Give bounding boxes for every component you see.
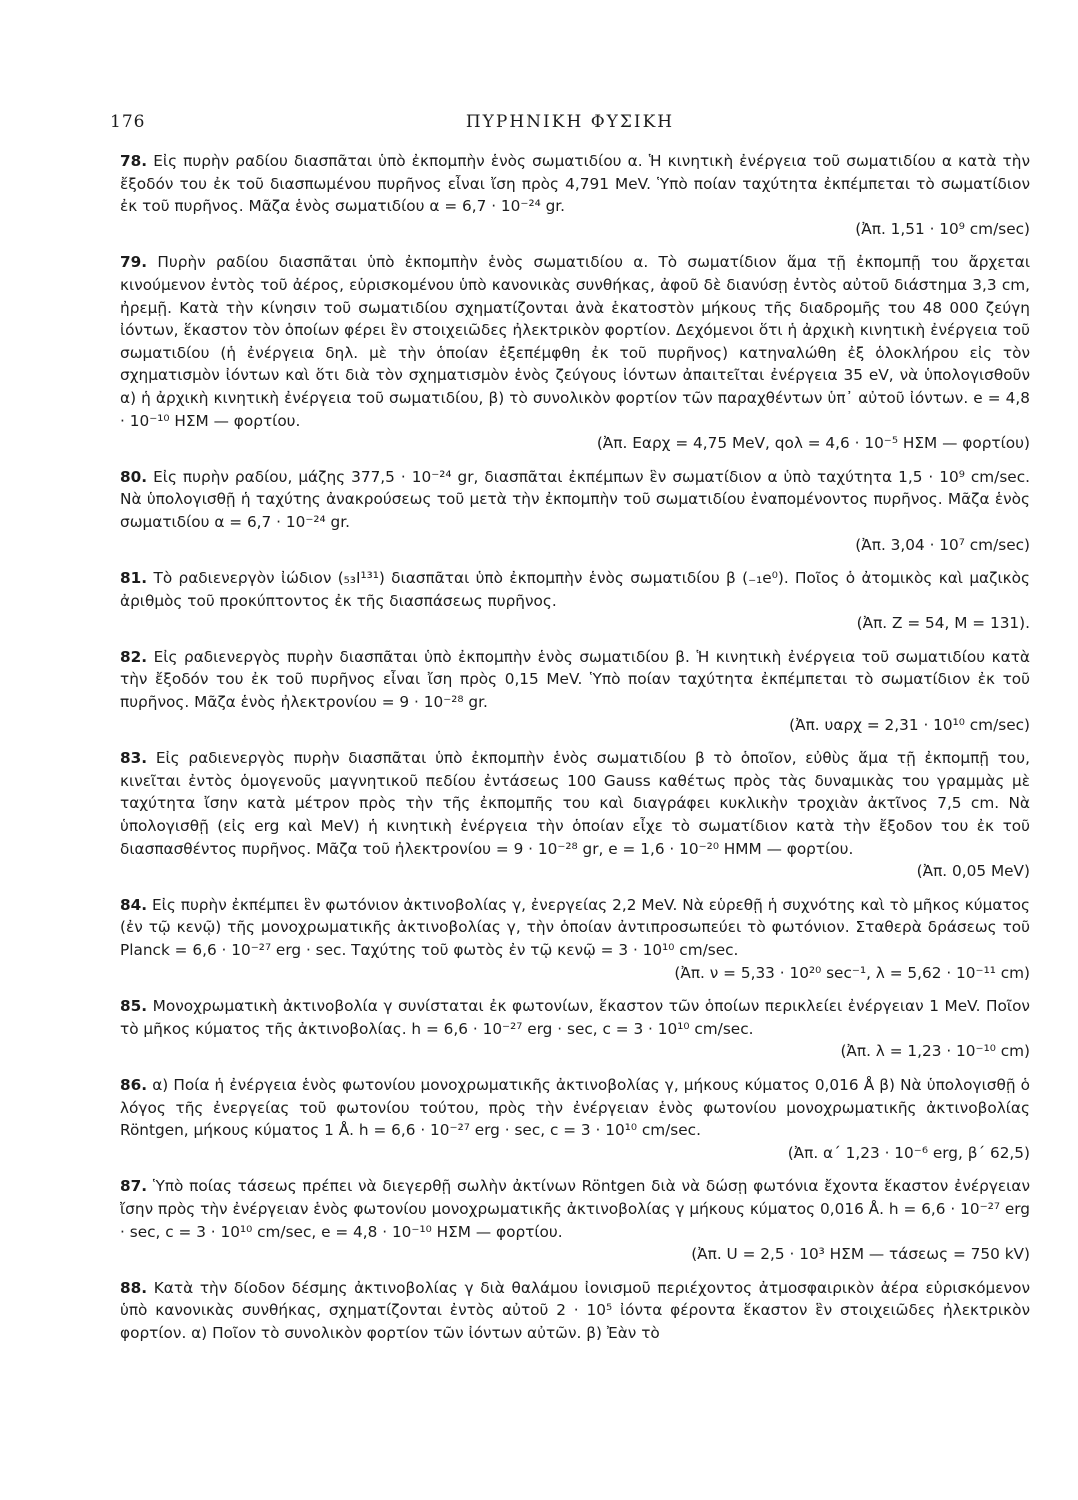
problem-number: 79. bbox=[120, 253, 148, 272]
problem-text: Τὸ ραδιενεργὸν ἰώδιον (₅₃I¹³¹) διασπᾶται ὑπὸ ἐκπομπὴν ἑνὸς σωματιδίου β (₋₁e⁰). Ποῖος ὁ ἀτομικὸς καὶ μαζικὸς ἀριθμὸς τοῦ προκύπτοντος ἐκ τῆς διασπάσεως πυρῆνος. bbox=[120, 569, 1030, 610]
problem-number: 87. bbox=[120, 1177, 148, 1196]
problem-text: Μονοχρωματικὴ ἀκτινοβολία γ συνίσταται ἐκ φωτονίων, ἕκαστον τῶν ὁποίων περικλείει ἐνέργειαν 1 MeV. Ποῖον τὸ μῆκος κύματος τῆς ἀκτινοβολίας. h = 6,6 · 10⁻²⁷ erg · sec, c = 3 · 10¹⁰ cm/sec. bbox=[120, 997, 1030, 1038]
problem-number: 83. bbox=[120, 749, 148, 768]
problem-answer: (Ἀπ. ν = 5,33 · 10²⁰ sec⁻¹, λ = 5,62 · 10⁻¹¹ cm) bbox=[674, 963, 1030, 982]
problem-answer: (Ἀπ. υαρχ = 2,31 · 10¹⁰ cm/sec) bbox=[789, 715, 1030, 734]
problem-answer: (Ἀπ. U = 2,5 · 10³ ΗΣΜ — τάσεως = 750 kV) bbox=[691, 1245, 1030, 1264]
problem-text: Εἰς πυρὴν ραδίου διασπᾶται ὑπὸ ἐκπομπὴν ἑνὸς σωματιδίου α. Ἡ κινητικὴ ἐνέργεια τοῦ σωματιδίου α κατὰ τὴν ἔξοδόν του ἐκ τοῦ διασπωμένου πυρῆνος εἶναι ἴση πρὸς 4,791 MeV. Ὑπὸ ποίαν ταχύτητα ἐκπέμπεται τὸ σωματίδιον ἐκ τοῦ πυρῆνος. Μᾶζα ἑνὸς σωματιδίου α = 6,7 · 10⁻²⁴ gr. bbox=[120, 152, 1030, 216]
problem-text: Εἰς πυρὴν ἐκπέμπει ἓν φωτόνιον ἀκτινοβολίας γ, ἐνεργείας 2,2 MeV. Νὰ εὑρεθῇ ἡ συχνότης καὶ τὸ μῆκος κύματος (ἐν τῷ κενῷ) τῆς μονοχρωματικῆς ἀκτινοβολίας γ, τὴν ὁποίαν ἀντιπροσωπεύει τὸ φωτόνιον. Σταθερὰ δράσεως τοῦ Planck = 6,6 · 10⁻²⁷ erg · sec. Ταχύτης τοῦ φωτὸς ἐν τῷ κενῷ = 3 · 10¹⁰ cm/sec. bbox=[120, 895, 1030, 959]
problem-80 bbox=[120, 466, 1030, 556]
problem-number: 88. bbox=[120, 1278, 148, 1297]
problem-answer: (Ἀπ. Z = 54, M = 131). bbox=[856, 614, 1030, 633]
problem-number: 80. bbox=[120, 467, 148, 486]
problem-81 bbox=[120, 567, 1030, 635]
problem-text: α) Ποία ἡ ἐνέργεια ἑνὸς φωτονίου μονοχρωματικῆς ἀκτινοβολίας γ, μήκους κύματος 0,016 Å β) Νὰ ὑπολογισθῇ ὁ λόγος τῆς ἐνεργείας τοῦ φωτονίου τούτου, πρὸς τὴν ἐνέργειαν ἑνὸς φωτονίου μονοχρωματικῆς ἀκτινοβολίας Röntgen, μήκους κύματος 1 Å. h = 6,6 · 10⁻²⁷ erg · sec, c = 3 · 10¹⁰ cm/sec. bbox=[120, 1075, 1030, 1140]
problem-number: 85. bbox=[120, 997, 148, 1016]
problem-list bbox=[120, 150, 1030, 1356]
problem-text: Ὑπὸ ποίας τάσεως πρέπει νὰ διεγερθῇ σωλὴν ἀκτίνων Röntgen διὰ νὰ δώσῃ φωτόνια ἔχοντα ἕκαστον ἐνέργειαν ἴσην πρὸς τὴν ἐνέργειαν ἑνὸς φωτονίου μονοχρωματικῆς ἀκτινοβολίας γ μήκους κύματος 0,016 Å. h = 6,6 · 10⁻²⁷ erg · sec, c = 3 · 10¹⁰ cm/sec, e = 4,8 · 10⁻¹⁰ ΗΣΜ — φορτίου. bbox=[120, 1177, 1030, 1241]
problem-answer: (Ἀπ. 0,05 MeV) bbox=[916, 862, 1030, 881]
problem-text: Εἰς πυρὴν ραδίου, μάζης 377,5 · 10⁻²⁴ gr, διασπᾶται ἐκπέμπων ἓν σωματίδιον α ὑπὸ ταχύτητα 1,5 · 10⁹ cm/sec. Νὰ ὑπολογισθῇ ἡ ταχύτης ἀνακρούσεως τοῦ μετὰ τὴν ἐκπομπὴν τοῦ σωματιδίου ἐναπομένοντος πυρῆνος. Μᾶζα ἑνὸς σωματιδίου α = 6,7 · 10⁻²⁴ gr. bbox=[120, 467, 1030, 531]
problem-text: Πυρὴν ραδίου διασπᾶται ὑπὸ ἐκπομπὴν ἑνὸς σωματιδίου α. Τὸ σωματίδιον ἅμα τῇ ἐκπομπῇ του ἄρχεται κινούμενον ἐντὸς τοῦ ἀέρος, εὑρισκομένου ὑπὸ κανονικὰς συνθήκας, ἀφοῦ δὲ διανύσῃ ἐντὸς αὐτοῦ διάστημα 3,3 cm, ἠρεμῇ. Κατὰ τὴν κίνησιν τοῦ σωματιδίου σχηματίζονται ἀνὰ ἑκατοστὸν μήκους τῆς διαδρομῆς του 48 000 ζεύγη ἰόντων, ἕκαστον τὸν ὁποίων φέρει ἓν στοιχειῶδες ἠλεκτρικὸν φορτίον. Δεχόμενοι ὅτι ἡ ἀρχικὴ κινητικὴ ἐνέργεια τοῦ σωματιδίου (ἡ ἐνέργεια δηλ. μὲ τὴν ὁποίαν ἐξεπέμφθη ἐκ τοῦ πυρῆνος) κατηναλώθη ἐξ ὁλοκλήρου εἰς τὸν σχηματισμὸν ἰόντων καὶ ὅτι διὰ τὸν σχηματισμὸν ἑνὸς ζεύγους ἰόντων ἀπαιτεῖται ἐνέργεια 35 eV, νὰ ὑπολογισθοῦν α) ἡ ἀρχικὴ κινητικὴ ἐνέργεια τοῦ σωματιδίου, β) τὸ συνολικὸν φορτίον τῶν παραχθέντων ὑπ᾽ αὐτοῦ ἰόντων. e = 4,8 · 10⁻¹⁰ ΗΣΜ — φορτίου. bbox=[120, 253, 1030, 430]
problem-84 bbox=[120, 894, 1030, 984]
problem-number: 82. bbox=[120, 647, 148, 666]
problem-text: Εἰς ραδιενεργὸς πυρὴν διασπᾶται ὑπὸ ἐκπομπὴν ἑνὸς σωματιδίου β. Ἡ κινητικὴ ἐνέργεια τοῦ σωματιδίου κατὰ τὴν ἔξοδόν του ἐκ τοῦ πυρῆνος εἶναι ἴση πρὸς 0,15 MeV. Ὑπὸ ποίαν ταχύτητα ἐκπέμπεται τὸ σωματίδιον ἐκ τοῦ πυρῆνος. Μᾶζα ἑνὸς ἠλεκτρονίου = 9 · 10⁻²⁸ gr. bbox=[120, 647, 1030, 712]
problem-86 bbox=[120, 1074, 1030, 1164]
problem-88 bbox=[120, 1277, 1030, 1345]
problem-82 bbox=[120, 646, 1030, 736]
page-number: 176 bbox=[110, 112, 146, 132]
running-title: ΠΥΡΗΝΙΚΗ ΦΥΣΙΚΗ bbox=[465, 112, 675, 132]
page-header bbox=[110, 112, 1030, 136]
problem-79 bbox=[120, 251, 1030, 454]
problem-83 bbox=[120, 747, 1030, 883]
problem-answer: (Ἀπ. 3,04 · 10⁷ cm/sec) bbox=[855, 535, 1030, 554]
problem-85 bbox=[120, 995, 1030, 1063]
problem-text: Κατὰ τὴν δίοδον δέσμης ἀκτινοβολίας γ διὰ θαλάμου ἰονισμοῦ περιέχοντος ἀτμοσφαιρικὸν ἀέρα εὑρισκόμενον ὑπὸ κανονικὰς συνθήκας, σχηματίζονται ἐντὸς αὐτοῦ 2 · 10⁵ ἰόντα φέροντα ἕκαστον ἓν στοιχειῶδες ἠλεκτρικὸν φορτίον. α) Ποῖον τὸ συνολικὸν φορτίον τῶν ἰόντων αὐτῶν. β) Ἐὰν τὸ bbox=[120, 1278, 1030, 1342]
problem-text: Εἰς ραδιενεργὸς πυρὴν διασπᾶται ὑπὸ ἐκπομπὴν ἑνὸς σωματιδίου β τὸ ὁποῖον, εὐθὺς ἅμα τῇ ἐκπομπῇ του, κινεῖται ἐντὸς ὁμογενοῦς μαγνητικοῦ πεδίου ἐντάσεως 100 Gauss καθέτως πρὸς τὰς δυναμικὰς του γραμμὰς μὲ ταχύτητα ἴσην κατὰ μέτρον πρὸς τὴν τῆς ἐκπομπῆς του καὶ διαγράφει κυκλικὴν τροχιὰν ἀκτῖνος 7,5 cm. Νὰ ὑπολογισθῇ (εἰς erg καὶ MeV) ἡ κινητικὴ ἐνέργεια τὴν ὁποίαν εἶχε τὸ σωματίδιον κατὰ τὴν ἔξοδον του ἐκ τοῦ διασπασθέντος πυρῆνος. Μᾶζα τοῦ ἠλεκτρονίου = 9 · 10⁻²⁸ gr, e = 1,6 · 10⁻²⁰ ΗΜΜ — φορτίου. bbox=[120, 749, 1030, 858]
problem-answer: (Ἀπ. α΄ 1,23 · 10⁻⁶ erg, β΄ 62,5) bbox=[787, 1143, 1030, 1162]
problem-number: 81. bbox=[120, 569, 148, 588]
problem-87 bbox=[120, 1175, 1030, 1265]
problem-number: 86. bbox=[120, 1075, 148, 1094]
problem-answer: (Ἀπ. λ = 1,23 · 10⁻¹⁰ cm) bbox=[840, 1042, 1030, 1061]
problem-number: 84. bbox=[120, 895, 148, 914]
problem-number: 78. bbox=[120, 152, 148, 170]
problem-answer: (Ἀπ. Eαρχ = 4,75 MeV, qολ = 4,6 · 10⁻⁵ ΗΣΜ — φορτίου) bbox=[596, 434, 1030, 453]
problem-78 bbox=[120, 150, 1030, 240]
problem-answer: (Ἀπ. 1,51 · 10⁹ cm/sec) bbox=[855, 219, 1030, 238]
